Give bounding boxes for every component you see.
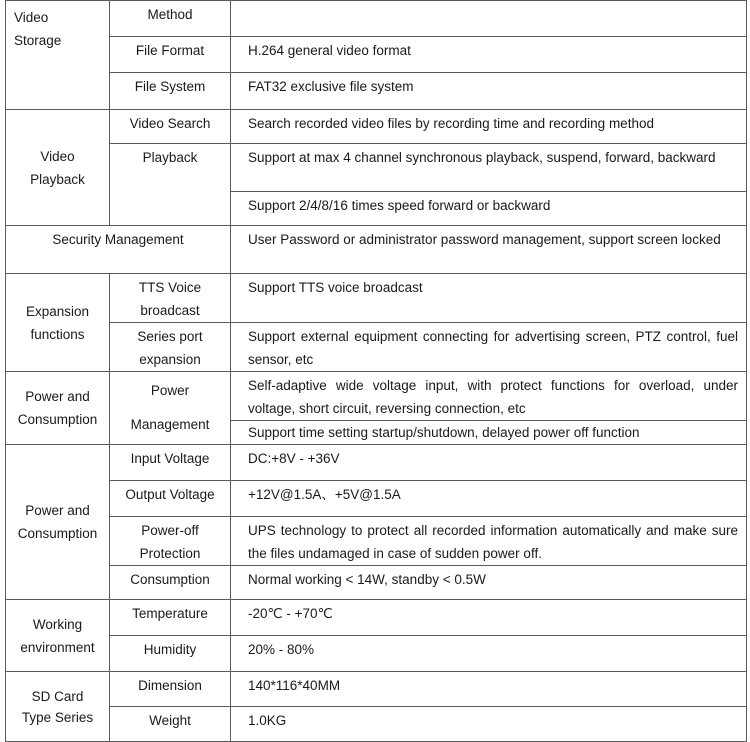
- category-sd-card: [6, 672, 110, 742]
- category-line: Type Series: [21, 709, 94, 725]
- category-line: environment: [20, 639, 95, 655]
- item-line: Series port: [137, 329, 203, 344]
- value-output-voltage: +12V@1.5A、+5V@1.5A: [231, 481, 747, 517]
- value-series-port: Support external equipment connecting for advertising screen, PTZ control, fuel sensor, etc: [231, 323, 747, 372]
- table-row: [6, 274, 747, 323]
- item-file-system: File System: [110, 73, 231, 110]
- value-file-system: FAT32 exclusive file system: [231, 73, 747, 110]
- table-row: [6, 445, 747, 481]
- item-input-voltage: Input Voltage: [110, 445, 231, 481]
- item-method: Method: [110, 1, 231, 37]
- category-line: Playback: [30, 171, 85, 187]
- value-input-voltage: DC:+8V - +36V: [231, 445, 747, 481]
- table-row: [6, 37, 747, 73]
- category-line: Storage: [14, 33, 62, 48]
- value-power-off-protection: UPS technology to protect all recorded information automatically and make sure the files undamaged in case of sudden power off.: [231, 517, 747, 566]
- value-consumption: Normal working < 14W, standby < 0.5W: [231, 566, 747, 600]
- category-line: Expansion: [25, 303, 90, 319]
- table-row: [6, 323, 747, 372]
- table-row: [6, 73, 747, 110]
- spec-table: [5, 0, 747, 742]
- category-video-storage: [6, 1, 110, 110]
- item-power-off-protection: [110, 517, 231, 566]
- category-line: functions: [30, 326, 85, 342]
- table-row: [6, 1, 747, 37]
- item-line: TTS Voice: [138, 280, 202, 295]
- table-row: [6, 566, 747, 600]
- value-weight: 1.0KG: [231, 707, 747, 742]
- category-line: SD Card: [31, 688, 84, 704]
- item-line: expansion: [139, 352, 201, 367]
- value-security-management: User Password or administrator password management, support screen locked: [231, 226, 747, 274]
- value-humidity: 20% - 80%: [231, 636, 747, 672]
- table-row: [6, 226, 747, 274]
- item-humidity: Humidity: [110, 636, 231, 672]
- item-line: Management: [130, 417, 210, 432]
- value-power-management-time: Support time setting startup/shutdown, delayed power off function: [231, 421, 747, 445]
- value-method: [231, 1, 747, 37]
- item-power-management: [110, 372, 231, 445]
- category-power-consumption: [6, 372, 110, 445]
- category-line: Consumption: [17, 412, 98, 427]
- table-row: [6, 110, 747, 144]
- item-output-voltage: Output Voltage: [110, 481, 231, 517]
- category-line: Power and: [25, 389, 90, 404]
- value-power-management-protect: Self-adaptive wide voltage input, with protect functions for overload, under voltage, short circuit, reversing connection, etc: [231, 372, 747, 421]
- item-temperature: Temperature: [110, 600, 231, 636]
- category-security-management: Security Management: [6, 226, 231, 274]
- value-dimension: 140*116*40MM: [231, 672, 747, 707]
- category-line: Consumption: [17, 526, 98, 541]
- category-line: Video: [40, 148, 75, 164]
- table-row: [6, 517, 747, 566]
- category-expansion-functions: [6, 274, 110, 372]
- category-line: Working: [32, 616, 83, 632]
- value-playback: Support at max 4 channel synchronous playback, suspend, forward, backward: [231, 144, 747, 192]
- value-temperature: -20℃ - +70℃: [231, 600, 747, 636]
- table-row: [6, 481, 747, 517]
- item-file-format: File Format: [110, 37, 231, 73]
- table-row: [6, 144, 747, 192]
- table-row: [6, 707, 747, 742]
- category-line: Power and: [25, 503, 90, 518]
- category-power-consumption: [6, 445, 110, 600]
- category-line: Video: [14, 10, 49, 25]
- item-dimension: Dimension: [110, 672, 231, 707]
- value-playback-speed: Support 2/4/8/16 times speed forward or backward: [231, 192, 747, 226]
- category-video-playback: [6, 110, 110, 226]
- table-row: [6, 672, 747, 707]
- value-video-search: Search recorded video files by recording time and recording method: [231, 110, 747, 144]
- value-file-format: H.264 general video format: [231, 37, 747, 73]
- item-line: broadcast: [140, 303, 200, 318]
- item-video-search: Video Search: [110, 110, 231, 144]
- item-line: Power: [150, 383, 190, 398]
- item-playback: Playback: [110, 144, 231, 226]
- item-series-port: [110, 323, 231, 372]
- item-tts-voice: [110, 274, 231, 323]
- item-line: Power-off: [141, 523, 199, 538]
- table-row: [6, 600, 747, 636]
- item-line: Protection: [139, 546, 201, 561]
- value-tts-voice: Support TTS voice broadcast: [231, 274, 747, 323]
- table-row: [6, 636, 747, 672]
- item-consumption: Consumption: [110, 566, 231, 600]
- table-row: [6, 372, 747, 421]
- category-working-environment: [6, 600, 110, 672]
- item-weight: Weight: [110, 707, 231, 742]
